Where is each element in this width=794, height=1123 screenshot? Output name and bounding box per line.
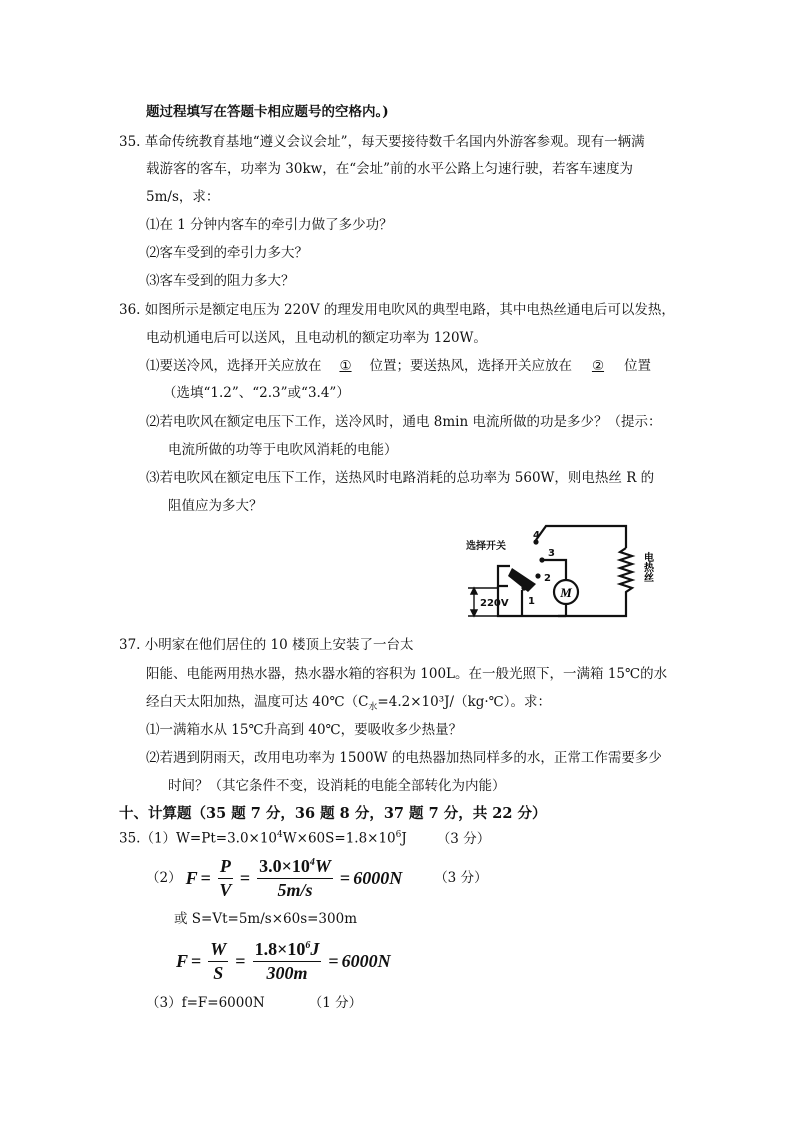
q35-sub1: ⑴在 1 分钟内客车的牵引力做了多少功？ <box>146 217 393 233</box>
answer-35-1-exp2: 6 <box>395 830 402 840</box>
q36-sub1-text-a: ⑴要送冷风，选择开关应放在 <box>146 358 322 374</box>
answer-35-2-label: （2） <box>146 870 182 886</box>
q37-line2: 阳能、电能两用热水器，热水器水箱的容积为 100L。在一般光照下，一满箱 15℃的水 <box>146 666 668 682</box>
answer-35-alt-equation: F = $\frac{W}{S}$ = $\frac{1.8\times 10^6J}{300m}$ = 6000N <box>176 938 391 983</box>
answer-35-1 <box>119 826 490 848</box>
contact-1 <box>521 585 526 590</box>
q36-sub3-line2: 阻值应为多大？ <box>168 498 263 514</box>
q35-sub2: ⑵客车受到的牵引力多大？ <box>146 245 308 261</box>
top-wire <box>536 526 626 548</box>
q35-line2: 载游客的客车，功率为 30kw，在“会址”前的水平公路上匀速行驶，若客车速度为 <box>146 161 634 177</box>
eq1-den: 5m/s <box>277 879 313 900</box>
q37-line3-b: =4.2×10³J/（kg·℃）。求： <box>377 694 552 710</box>
motor-label: M <box>560 585 572 600</box>
answers-heading: 十、计算题（35 题 7 分，36 题 8 分，37 题 7 分，共 22 分） <box>119 805 547 822</box>
answer-35-2-equation: （2） F = $\frac{P}{V}$ = $\frac{3.0\times 10^4W}{5m/s}$ = 6000N （3 分） <box>146 855 488 900</box>
q37-line3-a: 经白天太阳加热，温度可达 40℃（C <box>146 694 369 710</box>
q37-line1: 37. 小明家在他们居住的 10 楼顶上安装了一台太 <box>119 637 414 653</box>
q37-sub2-line2: 时间？（其它条件不变，设消耗的电能全部转化为内能） <box>168 778 506 794</box>
q35-line1: 35. 革命传统教育基地“遵义会议会址”，每天要接待数千名国内外游客参观。现有一辆满 <box>119 134 645 150</box>
switch-label: 选择开关 <box>466 541 506 552</box>
q36-sub3-line1: ⑶若电吹风在额定电压下工作，送热风时电路消耗的总功率为 560W，则电热丝 R 的 <box>146 470 655 486</box>
eq1-V: V <box>219 879 232 900</box>
eq2-W: W <box>208 939 228 962</box>
eq2-den: 300m <box>266 962 308 983</box>
section-intro: 题过程填写在答题卡相应题号的空格内。) <box>146 104 389 120</box>
answer-35-3 <box>146 994 362 1012</box>
eq2-S: S <box>213 962 224 983</box>
eq1-num-unit: W <box>314 855 331 876</box>
q37-line3 <box>146 693 551 717</box>
q36-blank-1: ① <box>339 358 352 374</box>
q35-line3: 5m/s，求： <box>146 189 220 205</box>
contact-2 <box>535 573 540 578</box>
label-3: 3 <box>548 548 555 559</box>
eq1-score: （3 分） <box>434 870 488 886</box>
q37-sub2-line1: ⑵若遇到阴雨天，改用电功率为 1500W 的电热器加热同样多的水，正常工作需要多少 <box>146 750 662 766</box>
eq2-frac-values <box>253 939 322 984</box>
answer-35-1-a: 35.（1）W=Pt=3.0×10 <box>119 830 278 847</box>
answer-35-3-text: （3）f=F=6000N <box>146 995 265 1011</box>
answer-35-3-score: （1 分） <box>308 995 363 1011</box>
eq1-F: F <box>185 867 198 888</box>
eq1-num: 3.0×10 <box>259 855 310 876</box>
heater-label: 电热丝 <box>641 552 653 582</box>
answer-35-1-c: J <box>401 830 407 847</box>
circuit-diagram <box>462 522 674 622</box>
eq2-num-exp: 6 <box>305 939 311 951</box>
eq2-frac-ws <box>208 939 228 984</box>
q35-sub3: ⑶客车受到的阻力多大？ <box>146 273 295 289</box>
q36-sub1-hint: （选填“1.2”、“2.3”或“3.4”） <box>163 385 350 401</box>
q36-sub1-text-c: 位置 <box>624 358 651 374</box>
q36-blank-2: ② <box>591 358 605 374</box>
q36-sub1-text-b: 位置；要送热风，选择开关应放在 <box>369 358 572 374</box>
eq1-result: 6000N <box>353 867 403 888</box>
contact-3 <box>539 557 544 562</box>
answer-35-alt: 或 S=Vt=5m/s×60s=300m <box>174 911 358 927</box>
q37-sub1: ⑴一满箱水从 15℃升高到 40℃，要吸收多少热量？ <box>146 722 463 738</box>
eq2-F: F <box>176 950 189 971</box>
voltage-label: 220V <box>480 598 509 609</box>
eq2-result: 6000N <box>341 950 391 971</box>
q36-line1: 36. 如图所示是额定电压为 220V 的理发用电吹风的典型电路，其中电热丝通电后可以发热， <box>119 302 675 318</box>
q36-sub2-line1: ⑵若电吹风在额定电压下工作，送冷风时，通电 8min 电流所做的功是多少？（提示： <box>146 414 662 430</box>
q37-line3-sub: 水 <box>368 702 378 713</box>
answer-35-1-b: W×60S=1.8×10 <box>282 830 396 847</box>
label-2: 2 <box>544 573 551 584</box>
eq1-num-exp: 4 <box>309 856 315 868</box>
eq2-num-unit: J <box>310 938 320 959</box>
answer-35-1-exp: 4 <box>277 830 283 840</box>
eq1-P: P <box>218 856 233 879</box>
eq1-frac-pv <box>218 856 233 901</box>
heater-coil <box>620 548 632 598</box>
eq1-frac-values <box>257 856 333 901</box>
answer-35-1-score: （3 分） <box>436 830 491 847</box>
eq2-num: 1.8×10 <box>254 938 306 959</box>
label-1: 1 <box>528 596 535 607</box>
q36-sub2-line2: 电流所做的功等于电吹风消耗的电能） <box>168 442 398 458</box>
q36-line2: 电动机通电后可以送风，且电动机的额定功率为 120W。 <box>146 330 487 346</box>
q36-sub1-line <box>146 357 651 375</box>
label-4: 4 <box>533 530 540 541</box>
